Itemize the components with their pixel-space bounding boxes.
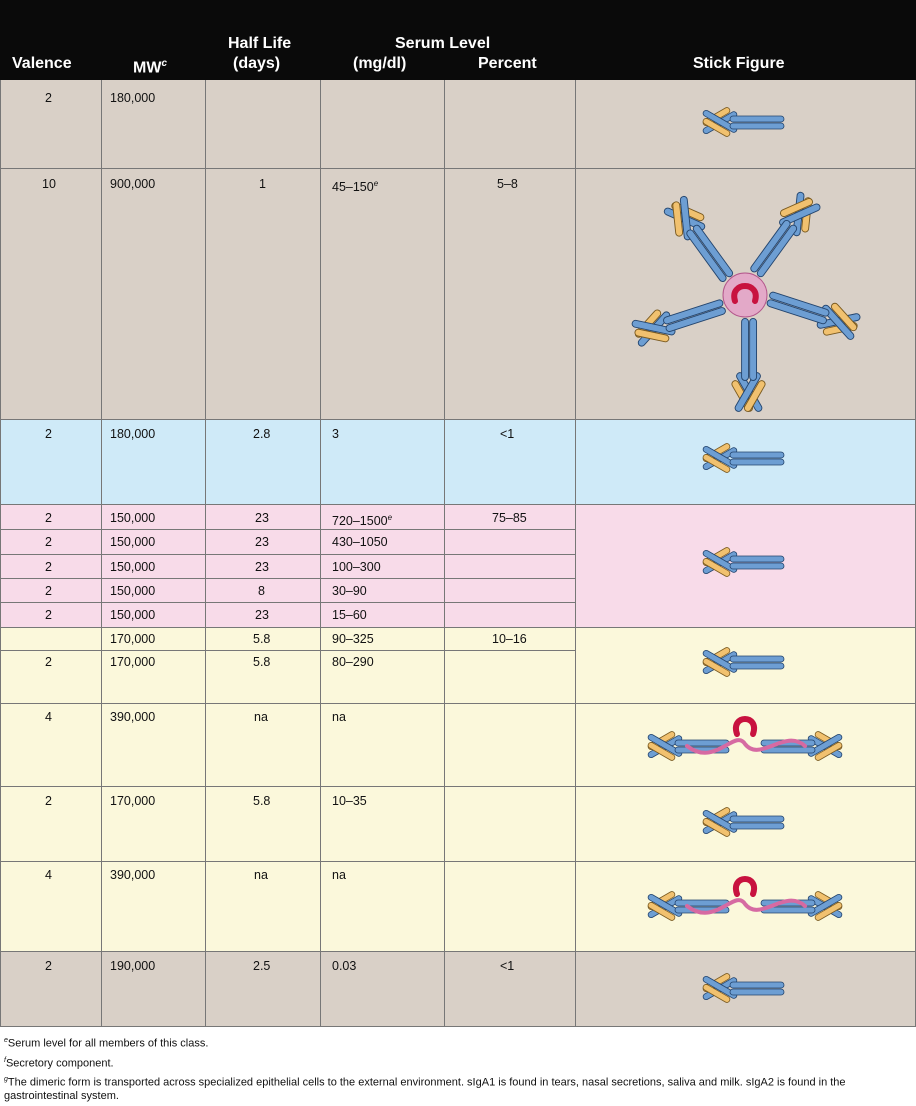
cell-valence: 2	[45, 560, 52, 574]
cell-mw: 390,000	[110, 868, 156, 882]
grid-line	[0, 529, 575, 530]
table-header	[0, 0, 916, 80]
cell-mw: 180,000	[110, 91, 156, 105]
cell-valence: 2	[45, 584, 52, 598]
cell-half-life: 23	[255, 511, 269, 525]
cell-mw: 190,000	[110, 959, 156, 973]
cell-mw: 170,000	[110, 655, 156, 669]
cell-half-life: 5.8	[253, 794, 271, 808]
grid-line	[444, 80, 445, 1026]
cell-half-life: 23	[255, 535, 269, 549]
cell-half-life: na	[254, 710, 268, 724]
cell-mw: 170,000	[110, 794, 156, 808]
cell-mw: 150,000	[110, 535, 156, 549]
cell-half-life: 2.8	[253, 427, 271, 441]
cell-half-life: 2.5	[253, 959, 271, 973]
grid-line	[0, 1026, 916, 1027]
cell-serum: 30–90	[332, 584, 367, 598]
footnotes	[4, 1034, 909, 1106]
grid-line	[0, 554, 575, 555]
cell-serum: 80–290	[332, 655, 374, 669]
cell-percent: 5–8	[497, 177, 518, 191]
dimer-antibody-icon	[640, 708, 850, 784]
grid-line	[0, 627, 916, 628]
header-half-life: Half Life	[228, 35, 292, 52]
grid-line	[0, 861, 916, 862]
cell-serum: 3	[332, 427, 339, 441]
cell-valence: 10	[42, 177, 56, 191]
cell-percent: <1	[500, 959, 515, 973]
grid-line	[575, 80, 576, 1026]
footnote-g: $^g$The dimeric form is transported across specialized epithelial cells to the external environment. sIgA1 is found in tears, nasal secretions, saliva and milk. sIgA2 is found in the gastrointestinal system.	[4, 1076, 846, 1102]
cell-valence: 2	[45, 511, 52, 525]
cell-valence: 2	[45, 655, 52, 669]
grid-line	[0, 786, 916, 787]
cell-valence: 2	[45, 608, 52, 622]
cell-mw: 150,000	[110, 560, 156, 574]
cell-percent: <1	[500, 427, 515, 441]
header-percent: Percent	[478, 55, 537, 72]
cell-mw: 150,000	[110, 511, 156, 525]
cell-mw: 900,000	[110, 177, 156, 191]
grid-line	[0, 80, 1, 1026]
cell-mw: 390,000	[110, 710, 156, 724]
monomer-antibody-icon	[700, 958, 792, 1022]
grid-line	[0, 419, 916, 420]
header-mw: $MW^c$	[133, 58, 167, 77]
cell-mw: 170,000	[110, 632, 156, 646]
monomer-antibody-icon	[700, 632, 792, 696]
grid-line	[320, 80, 321, 1026]
cell-half-life: 5.8	[253, 655, 271, 669]
cell-half-life: 8	[258, 584, 265, 598]
cell-serum: 430–1050	[332, 535, 388, 549]
cell-serum: 45–150e	[332, 179, 379, 195]
cell-serum: 90–325	[332, 632, 374, 646]
monomer-antibody-icon	[700, 792, 792, 856]
grid-line	[101, 80, 102, 1026]
grid-line	[0, 578, 575, 579]
cell-mw: 150,000	[110, 608, 156, 622]
cell-serum: 15–60	[332, 608, 367, 622]
grid-line	[0, 703, 916, 704]
cell-valence: 2	[45, 91, 52, 105]
dimer-antibody-icon	[640, 868, 850, 944]
cell-valence: 2	[45, 794, 52, 808]
cell-valence: 4	[45, 868, 52, 882]
grid-line	[0, 602, 575, 603]
header-mgdl: (mg/dl)	[353, 55, 407, 72]
cell-serum: 0.03	[332, 959, 357, 973]
cell-valence: 2	[45, 535, 52, 549]
grid-line	[0, 650, 575, 651]
footnote-f: $^f$Secretory component.	[4, 1056, 114, 1070]
grid-line	[0, 168, 916, 169]
cell-valence: 4	[45, 710, 52, 724]
pentamer-antibody-icon	[620, 176, 870, 414]
cell-serum: 720–1500e	[332, 513, 393, 529]
cell-valence: 2	[45, 427, 52, 441]
cell-serum: 10–35	[332, 794, 367, 808]
cell-half-life: 5.8	[253, 632, 271, 646]
cell-serum: na	[332, 710, 346, 724]
header-valence: Valence	[12, 55, 72, 72]
cell-percent: 10–16	[492, 632, 527, 646]
footnote-e: $^e$Serum level for all members of this class.	[4, 1037, 209, 1050]
monomer-antibody-icon	[700, 428, 792, 492]
cell-half-life: na	[254, 868, 268, 882]
monomer-antibody-icon	[700, 532, 792, 596]
header-days: (days)	[233, 55, 281, 72]
grid-line	[205, 80, 206, 1026]
cell-serum: 100–300	[332, 560, 381, 574]
header-serum-level: Serum Level	[395, 35, 491, 52]
cell-mw: 150,000	[110, 584, 156, 598]
header-stick-figure: Stick Figure	[693, 55, 785, 72]
grid-line	[0, 951, 916, 952]
cell-mw: 180,000	[110, 427, 156, 441]
cell-serum: na	[332, 868, 346, 882]
cell-half-life: 23	[255, 560, 269, 574]
cell-half-life: 1	[259, 177, 266, 191]
cell-percent: 75–85	[492, 511, 527, 525]
cell-half-life: 23	[255, 608, 269, 622]
cell-valence: 2	[45, 959, 52, 973]
monomer-antibody-icon	[700, 92, 792, 156]
grid-line	[0, 504, 916, 505]
